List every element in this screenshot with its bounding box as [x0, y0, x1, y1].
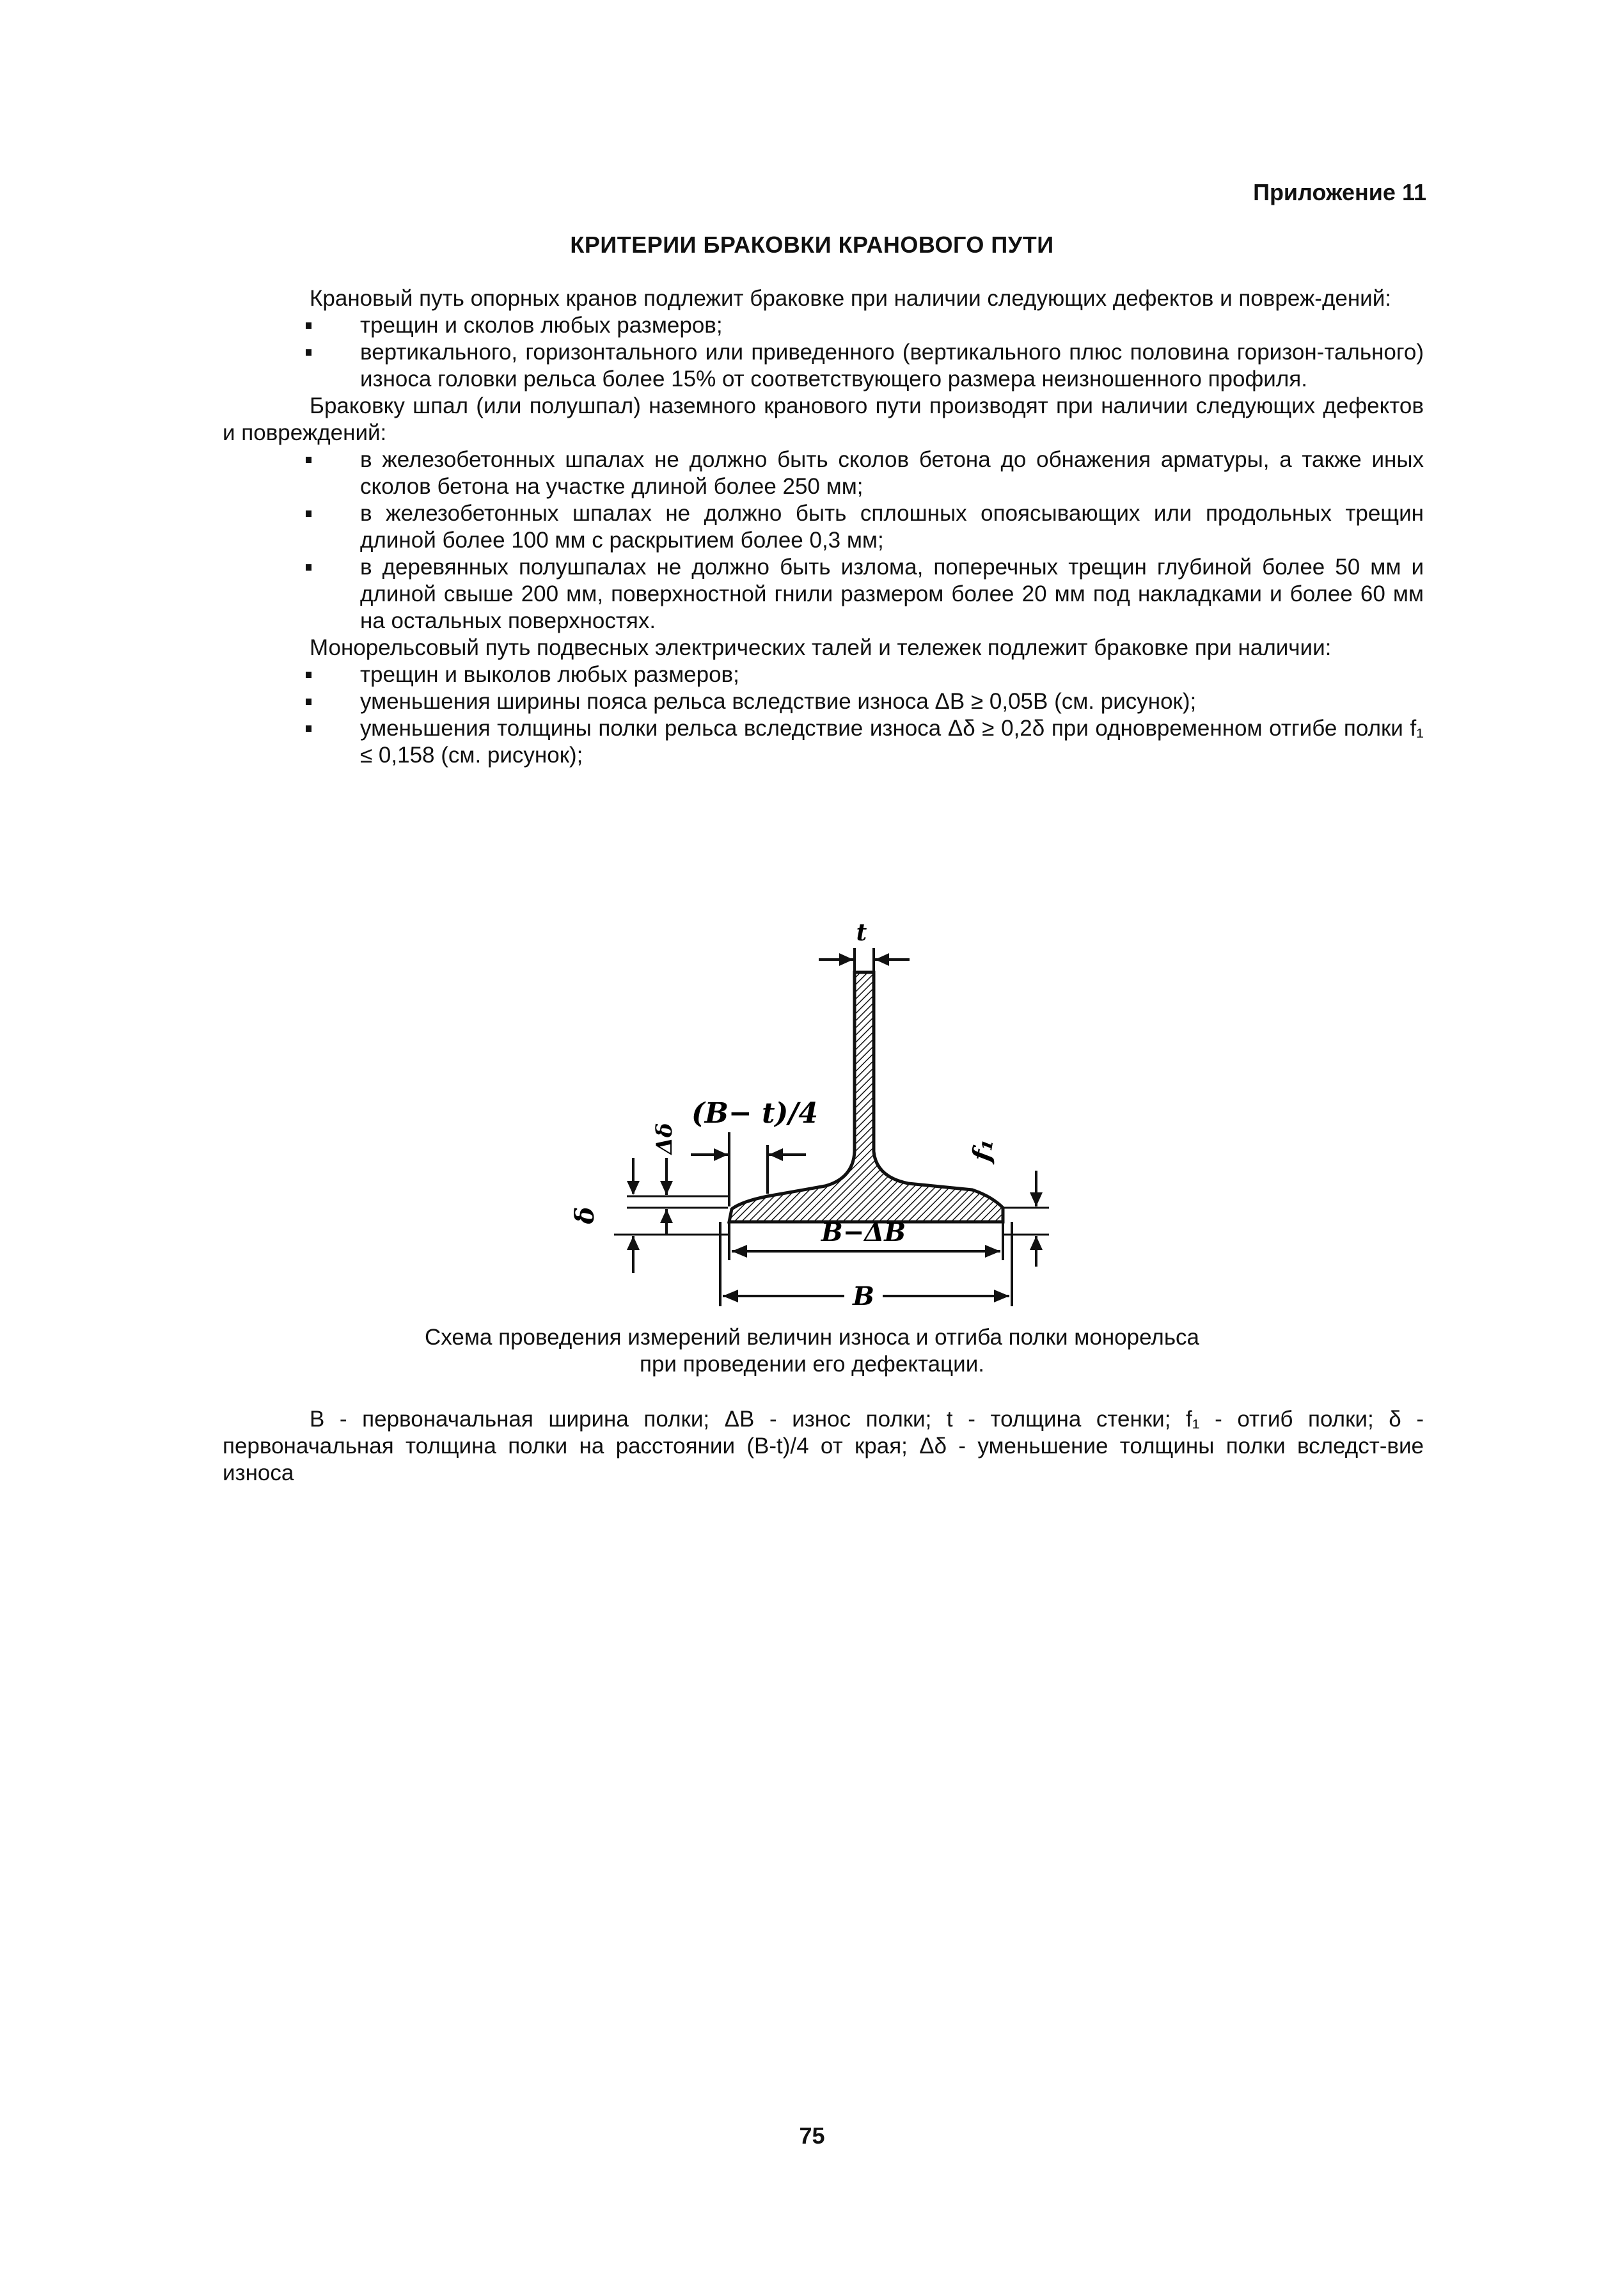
monorail-profile-diagram [570, 902, 1036, 1311]
f1-label: f₁ [966, 1136, 1000, 1164]
b-minus-db-label: B−ΔB [821, 1217, 906, 1247]
page-number: 75 [799, 2123, 825, 2149]
section3-list [223, 661, 1424, 769]
list-item: трещин и сколов любых размеров; [360, 312, 1424, 339]
document-title: КРИТЕРИИ БРАКОВКИ КРАНОВОГО ПУТИ [570, 232, 1054, 258]
section1-intro: Крановый путь опорных кранов подлежит браковке при наличии следующих дефектов и повреж-дений: [310, 286, 1392, 311]
section3-intro: Монорельсовый путь подвесных электрических талей и тележек подлежит браковке при наличии: [310, 635, 1332, 660]
delta-delta-label: Δδ [652, 1123, 677, 1155]
t-dimension [819, 919, 910, 971]
list-item: в железобетонных шпалах не должно быть сколов бетона до обнажения арматуры, а также иных сколов бетона на участке длиной более 250 мм; [360, 447, 1424, 499]
list-item: в деревянных полушпалах не должно быть излома, поперечных трещин глубиной более 50 мм и длиной свыше 200 мм, поверхностной гнили размером более 20 мм под накладками и более 60 мм на остальных поверхностях. [360, 555, 1424, 633]
list-item: уменьшения толщины полки рельса вследствие износа Δδ ≥ 0,2δ при одновременном отгибе полки f₁ ≤ 0,158 (см. рисунок); [360, 716, 1424, 768]
delta-delta-dimension [627, 1123, 728, 1235]
section1-list [223, 312, 1424, 393]
list-item: трещин и выколов любых размеров; [360, 661, 1424, 688]
list-item: уменьшения ширины пояса рельса вследствие износа ΔB ≥ 0,05B (см. рисунок); [360, 688, 1424, 715]
document-body [223, 285, 1424, 769]
caption-line-1: Схема проведения измерений величин износа и отгиба полки монорельса [424, 1325, 1200, 1350]
caption-line-2: при проведении его дефектации. [640, 1352, 984, 1377]
quarter-label: (B− t)/4 [691, 1097, 819, 1130]
delta-label: δ [570, 1206, 600, 1224]
delta-dimension [570, 1158, 728, 1273]
figure-legend: B - первоначальная ширина полки; ΔB - износ полки; t - толщина стенки; f₁ - отгиб полки; δ - первоначальная толщина полки на расстоянии (B-t)/4 от края; Δδ - уменьшение толщины полки вследст-вие износа [223, 1407, 1424, 1485]
b-minus-db-dimension [729, 1217, 1003, 1260]
appendix-label: Приложение 11 [1253, 179, 1426, 205]
list-item: вертикального, горизонтального или приведенного (вертикального плюс половина горизон-тального) износа головки рельса более 15% от соответствующего размера неизношенного профиля. [360, 340, 1424, 391]
b-label: B [853, 1281, 874, 1311]
profile-svg [570, 902, 1036, 1311]
figure-caption [0, 1324, 1624, 1378]
list-item: в железобетонных шпалах не должно быть сплошных опоясывающих или продольных трещин длиной более 100 мм с раскрытием более 0,3 мм; [360, 501, 1424, 553]
t-label: t [856, 919, 867, 946]
section2-intro: Браковку шпал (или полушпал) наземного кранового пути производят при наличии следующих дефектов и повреждений: [223, 393, 1424, 445]
section2-list [223, 447, 1424, 635]
